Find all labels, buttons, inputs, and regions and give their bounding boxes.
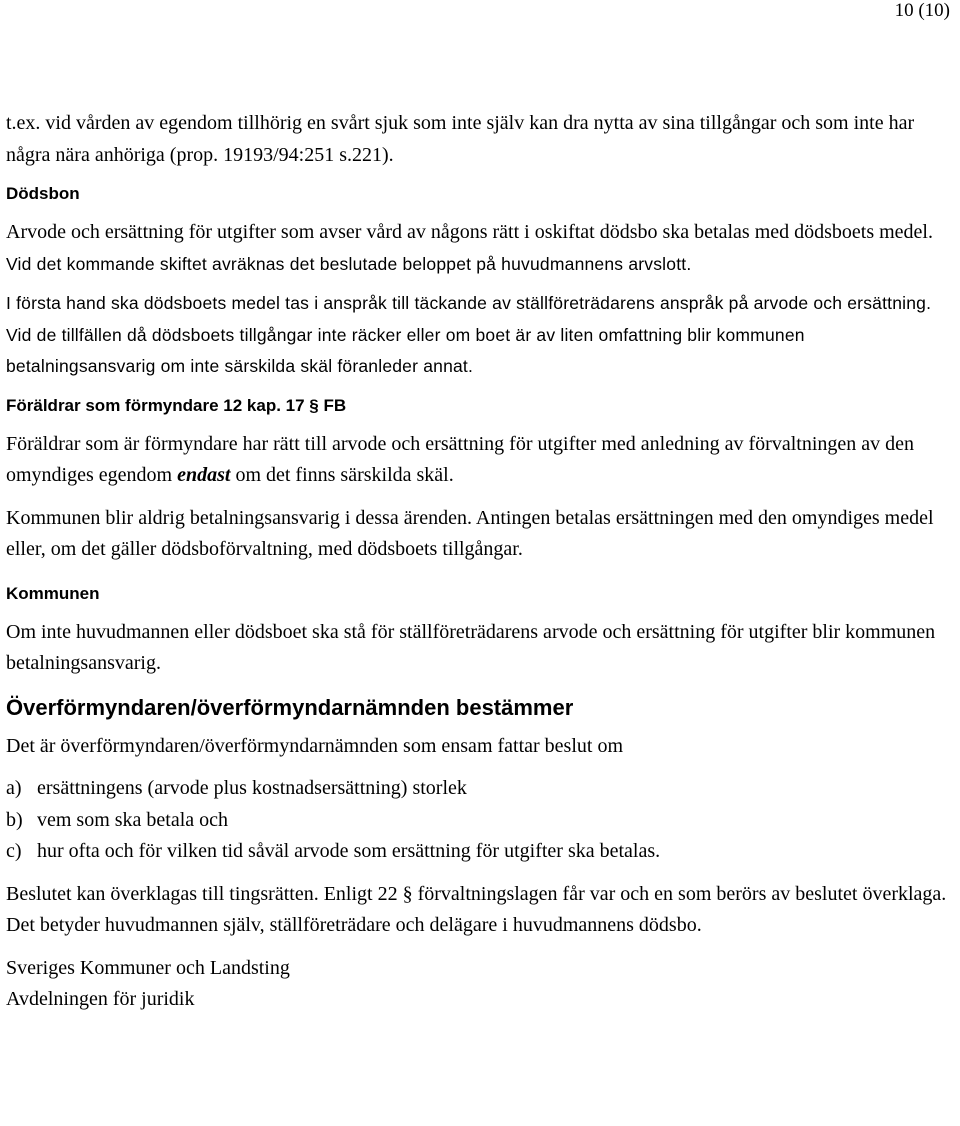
dodsbon-p2-part2: Vid de tillfällen då dödsboets tillgångar inte räcker eller om boet är av liten omfattning blir kommunen betalningsansvarig om inte särskilda skäl föranleder annat. (6, 324, 805, 376)
document-body (6, 108, 956, 1016)
foraldrar-p1-emphasis: endast (177, 464, 231, 486)
dodsbon-p2-part1: I första hand ska dödsboets medel tas i anspråk till täckande av ställföreträdarens anspråk på arvode och ersättning. (6, 293, 932, 313)
section-heading-foraldrar: Föräldrar som förmyndare 12 kap. 17 § FB (6, 395, 347, 415)
decision-list (6, 773, 956, 868)
list-marker: b) (6, 808, 23, 831)
foraldrar-paragraph-1 (6, 429, 956, 492)
list-item (6, 836, 956, 868)
list-item (6, 805, 956, 837)
dodsbon-paragraph-1 (6, 217, 956, 280)
list-marker: c) (6, 840, 22, 862)
list-item (6, 773, 956, 805)
dodsbon-p1-part2: Vid det kommande skiftet avräknas det beslutade beloppet på huvudmannens arvslott. (6, 253, 692, 274)
signature-organization: Sveriges Kommuner och Landsting (6, 956, 290, 979)
foraldrar-p1-after: om det finns särskilda skäl. (230, 464, 454, 486)
signature-department: Avdelningen för juridik (6, 988, 195, 1010)
section-heading-kommunen: Kommunen (6, 583, 100, 603)
section-heading-overformyndaren: Överförmyndaren/överförmyndarnämnden bestämmer (6, 694, 574, 720)
foraldrar-paragraph-2: Kommunen blir aldrig betalningsansvarig i dessa ärenden. Antingen betalas ersättningen med den omyndiges medel eller, om det gäller dödsboförvaltning, med dödsboets tillgångar. (6, 506, 934, 560)
dodsbon-paragraph-2 (6, 288, 956, 383)
dodsbon-p1-part1: Arvode och ersättning för utgifter som avser vård av någons rätt i oskiftat dödsbo ska betalas med dödsboets medel. (6, 221, 933, 243)
page-number: 10 (10) (894, 0, 950, 21)
kommunen-paragraph: Om inte huvudmannen eller dödsboet ska stå för ställföreträdarens arvode och ersättning för utgifter blir kommunen betalningsansvarig. (6, 620, 936, 674)
appeal-paragraph: Beslutet kan överklagas till tingsrätten. Enligt 22 § förvaltningslagen får var och en som berörs av beslutet överklaga. Det betyder huvudmannen själv, ställföreträdare och delägare i huvudmannens dödsbo. (6, 882, 947, 936)
list-marker: a) (6, 777, 22, 799)
list-item-text: hur ofta och för vilken tid såväl arvode som ersättning för utgifter ska betalas. (37, 840, 661, 862)
intro-paragraph: t.ex. vid vården av egendom tillhörig en svårt sjuk som inte själv kan dra nytta av sina tillgångar och som inte har några nära anhöriga (prop. 19193/94:251 s.221). (6, 112, 915, 166)
overformyndaren-intro: Det är överförmyndaren/överförmyndarnämnden som ensam fattar beslut om (6, 734, 624, 757)
foraldrar-p1-before: Föräldrar som är förmyndare har rätt till arvode och ersättning för utgifter med anledning av förvaltningen av den omyndiges egendom (6, 432, 915, 486)
list-item-text: ersättningens (arvode plus kostnadsersättning) storlek (37, 777, 467, 799)
list-item-text: vem som ska betala och (37, 808, 229, 831)
section-heading-dodsbon: Dödsbon (6, 184, 80, 203)
